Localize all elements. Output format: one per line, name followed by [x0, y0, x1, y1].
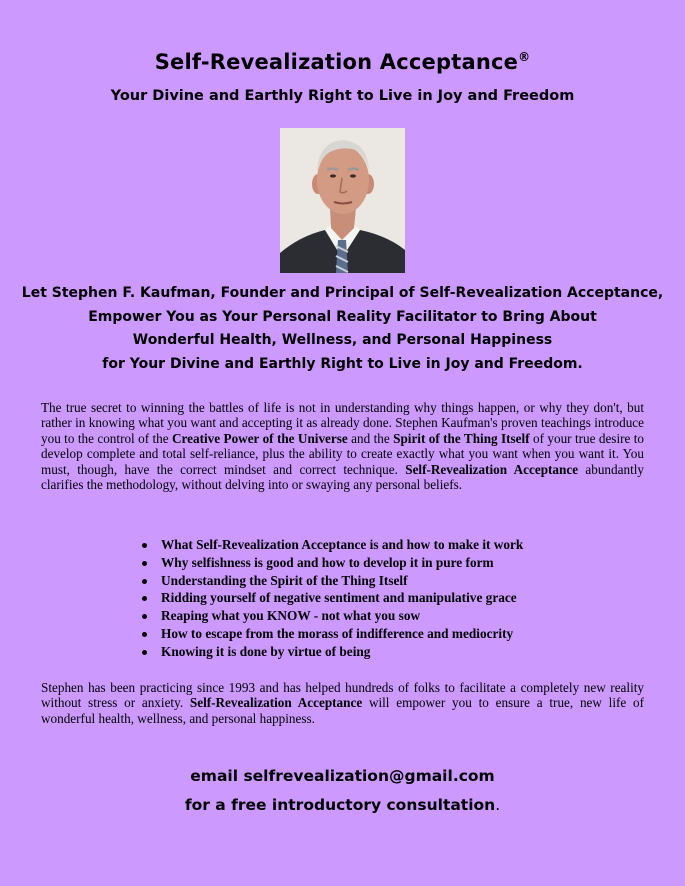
- closing-paragraph: [41, 680, 644, 726]
- bullet-icon: [142, 543, 147, 548]
- intro-text: The true secret to winning the battles of life is not in understanding why things happen, or why they don't, but rather in knowing what you want and accepting it as already done. Stephen Kaufman's proven teachings introduce you to the control of the: [41, 400, 644, 446]
- consultation-text: for a free introductory consultation: [184, 796, 496, 814]
- portrait-photo: [280, 128, 405, 273]
- intro-text: of your true desire to develop complete and total self-reliance, plus the ability to create exactly what you want when you want it. You must, though, have the correct mindset and correct technique.: [41, 430, 645, 477]
- bullet-icon: [142, 596, 147, 601]
- headline-line: for Your Divine and Earthly Right to Live in Joy and Freedom.: [102, 355, 583, 372]
- list-item: [140, 607, 600, 625]
- bullet-icon: [142, 579, 147, 584]
- list-item-text: Reaping what you KNOW - not what you sow: [161, 608, 421, 624]
- list-item: [140, 643, 600, 661]
- email-line[interactable]: email selfrevealization@gmail.com: [190, 767, 495, 785]
- page-subtitle: Your Divine and Earthly Right to Live in Joy and Freedom: [110, 88, 575, 104]
- bullet-icon: [142, 614, 147, 619]
- benefits-list: [140, 536, 600, 661]
- bullet-icon: [142, 650, 147, 655]
- registered-mark: ®: [518, 50, 531, 64]
- page-title: [0, 50, 685, 74]
- intro-text: and the: [347, 430, 394, 446]
- contact-cta: [0, 762, 685, 820]
- intro-bold: Self-Revealization Acceptance: [405, 461, 579, 477]
- intro-bold: Creative Power of the Universe: [172, 430, 348, 446]
- headline-line: Wonderful Health, Wellness, and Personal Happiness: [132, 332, 553, 348]
- closing-text: will empower you to ensure a true, new life of wonderful health, wellness, and personal happiness.: [41, 695, 645, 726]
- intro-bold: Spirit of the Thing Itself: [393, 430, 530, 446]
- intro-text: abundantly clarifies the methodology, without delving into or swaying any personal beliefs.: [41, 461, 644, 493]
- bullet-icon: [142, 561, 147, 566]
- headline: [0, 282, 685, 376]
- portrait-illustration: [280, 128, 405, 273]
- list-item-text: Knowing it is done by virtue of being: [161, 643, 371, 659]
- list-item: [140, 625, 600, 643]
- bullet-icon: [142, 632, 147, 637]
- headline-line: Empower You as Your Personal Reality Facilitator to Bring About: [88, 308, 597, 325]
- consultation-period: .: [495, 796, 501, 814]
- list-item-text: Why selfishness is good and how to develop it in pure form: [161, 554, 494, 570]
- list-item: [140, 554, 600, 572]
- list-item-text: How to escape from the morass of indifference and mediocrity: [161, 625, 514, 641]
- list-item-text: Understanding the Spirit of the Thing Itself: [161, 572, 408, 588]
- list-item: [140, 572, 600, 590]
- list-item-text: Ridding yourself of negative sentiment and manipulative grace: [161, 590, 517, 606]
- headline-line: Let Stephen F. Kaufman, Founder and Principal of Self-Revealization Acceptance,: [21, 285, 664, 301]
- closing-bold: Self-Revealization Acceptance: [189, 695, 363, 711]
- consultation-line: [0, 791, 685, 820]
- list-item: [140, 536, 600, 554]
- list-item-text: What Self-Revealization Acceptance is and how to make it work: [161, 537, 524, 552]
- intro-paragraph: [41, 400, 644, 492]
- closing-text: Stephen has been practicing since 1993 and has helped hundreds of folks to facilitate a completely new reality without stress or anxiety.: [41, 680, 644, 711]
- title-text: Self-Revealization Acceptance: [154, 50, 519, 74]
- list-item: [140, 589, 600, 607]
